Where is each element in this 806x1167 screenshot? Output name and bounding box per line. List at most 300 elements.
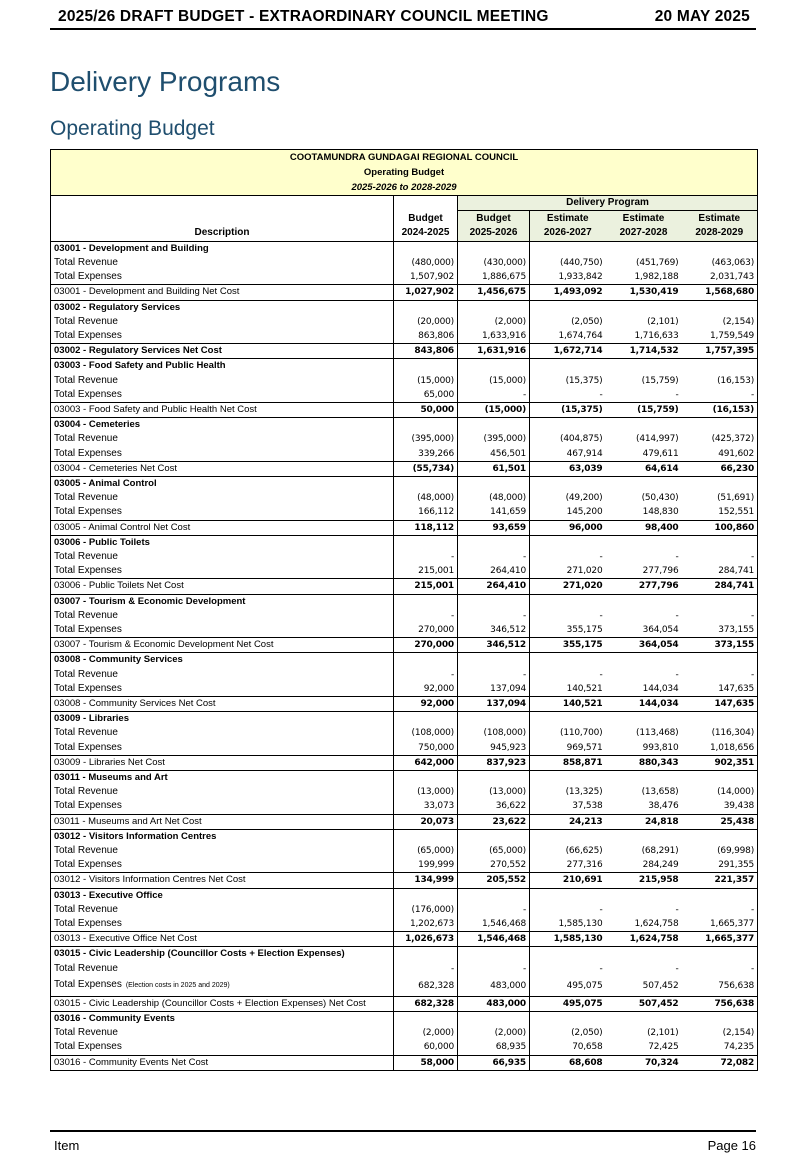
value-cell: (463,063)	[682, 256, 758, 270]
column-header-row	[51, 211, 758, 242]
value-cell: 74,235	[682, 1040, 758, 1055]
row-label-text: Total Revenue	[54, 903, 118, 915]
row-label	[51, 432, 394, 446]
row-label	[51, 638, 394, 653]
value-cell: 1,456,675	[458, 285, 530, 300]
net-cost-row	[51, 579, 758, 594]
value-cell: 271,020	[530, 579, 606, 594]
value-cell: 33,073	[394, 799, 458, 814]
value-cell: -	[394, 550, 458, 564]
value-cell: 134,999	[394, 873, 458, 888]
value-cell: 25,438	[682, 814, 758, 829]
row-label	[51, 447, 394, 462]
value-cell: (395,000)	[458, 432, 530, 446]
net-cost-row	[51, 1055, 758, 1070]
value-cell: -	[675, 610, 679, 621]
value-cell: (395,000)	[394, 432, 458, 446]
value-cell: (176,000)	[394, 903, 458, 917]
value-cell: (13,000)	[458, 785, 530, 799]
section-title: 03015 - Civic Leadership (Councillor Costs + Election Expenses)	[51, 947, 394, 962]
row-label-text: 03013 - Executive Office Net Cost	[54, 933, 197, 945]
value-cell: -	[458, 609, 530, 623]
value-cell: 65,000	[394, 388, 458, 403]
header-date: 20 MAY 2025	[654, 8, 750, 25]
page-subtitle: Operating Budget	[50, 117, 215, 140]
value-cell: 141,659	[458, 505, 530, 520]
table-row	[51, 903, 758, 917]
section-header-row	[51, 241, 758, 256]
table-row	[51, 682, 758, 697]
row-label-text: 03009 - Libraries Net Cost	[54, 756, 165, 768]
value-cell: (13,658)	[641, 787, 679, 798]
value-cell: (2,154)	[682, 1026, 758, 1040]
row-label-text: Total Revenue	[54, 315, 118, 327]
col-budget-2024: Budget 2024-2025	[394, 211, 458, 242]
value-cell: 1,672,714	[530, 344, 606, 359]
table-row	[51, 505, 758, 520]
row-label-text: Total Expenses	[54, 1041, 122, 1053]
value-cell: (108,000)	[458, 726, 530, 740]
value-cell: (50,430)	[641, 493, 679, 504]
row-label	[51, 1055, 394, 1070]
value-cell: (440,750)	[560, 257, 603, 268]
row-label	[51, 402, 394, 417]
value-cell: (15,759)	[641, 375, 679, 386]
value-cell: 858,871	[530, 755, 606, 770]
value-cell: 467,914	[566, 448, 603, 459]
row-label	[51, 270, 394, 285]
value-cell: 364,054	[642, 624, 679, 635]
value-cell: 1,933,842	[558, 272, 603, 283]
value-cell: 147,635	[682, 696, 758, 711]
net-cost-row	[51, 814, 758, 829]
value-cell: 64,614	[606, 461, 682, 476]
row-label-text: Total Revenue	[54, 786, 118, 798]
row-label	[51, 996, 394, 1011]
table-row	[51, 491, 758, 505]
value-cell: 682,328	[394, 976, 458, 997]
value-cell: -	[682, 903, 758, 917]
row-label-text: Total Expenses	[54, 565, 122, 577]
value-cell: 1,665,377	[682, 917, 758, 932]
section-title: 03013 - Executive Office	[51, 888, 394, 903]
value-cell: 37,538	[572, 801, 603, 812]
row-label-text: 03016 - Community Events Net Cost	[54, 1056, 209, 1068]
row-label-text: Total Revenue	[54, 550, 118, 562]
row-label-text: Total Revenue	[54, 962, 118, 974]
row-label	[51, 491, 394, 505]
value-cell: -	[599, 904, 603, 915]
table-row	[51, 741, 758, 756]
row-label-text: Total Expenses	[54, 447, 122, 459]
net-cost-row	[51, 755, 758, 770]
value-cell: (16,153)	[682, 374, 758, 388]
value-cell: 271,020	[566, 566, 603, 577]
row-label	[51, 917, 394, 932]
table-row	[51, 315, 758, 329]
net-cost-row	[51, 932, 758, 947]
col-estimate-2026: Estimate 2026-2027	[530, 211, 606, 242]
table-row	[51, 550, 758, 564]
row-label-text: Total Expenses	[54, 800, 122, 812]
col-estimate-2027: Estimate 2027-2028	[606, 211, 682, 242]
section-header-row	[51, 1012, 758, 1027]
section-title: 03012 - Visitors Information Centres	[51, 829, 394, 844]
value-cell: (55,734)	[394, 461, 458, 476]
section-header-row	[51, 947, 758, 962]
value-cell: 993,810	[642, 742, 679, 753]
value-cell: 148,830	[642, 507, 679, 518]
table-row	[51, 962, 758, 976]
value-cell: -	[682, 550, 758, 564]
value-cell: 346,512	[458, 623, 530, 638]
net-cost-row	[51, 520, 758, 535]
value-cell: (113,468)	[636, 728, 679, 739]
value-cell: 145,200	[566, 507, 603, 518]
row-label	[51, 726, 394, 740]
value-cell: -	[682, 962, 758, 976]
value-cell: -	[599, 389, 603, 400]
value-cell: 70,324	[606, 1055, 682, 1070]
section-title: 03006 - Public Toilets	[51, 535, 394, 550]
page-header	[50, 6, 756, 30]
value-cell: (15,375)	[530, 402, 606, 417]
value-cell: 355,175	[530, 638, 606, 653]
value-cell: (48,000)	[458, 491, 530, 505]
value-cell: -	[682, 668, 758, 682]
value-cell: 36,622	[458, 799, 530, 814]
row-label	[51, 623, 394, 638]
row-label-text: Total Expenses	[54, 329, 122, 341]
value-cell: 140,521	[566, 683, 603, 694]
row-label	[51, 844, 394, 858]
page-footer	[50, 1130, 756, 1153]
section-title: 03016 - Community Events	[51, 1012, 394, 1027]
value-cell: 507,452	[606, 996, 682, 1011]
row-label-text: 03007 - Tourism & Economic Development Net Cost	[54, 639, 274, 651]
value-cell: 1,624,758	[634, 919, 679, 930]
value-cell: (15,375)	[565, 375, 603, 386]
table-row	[51, 256, 758, 270]
row-label-text: Total Expenses	[54, 918, 122, 930]
table-row	[51, 917, 758, 932]
table-row	[51, 1040, 758, 1055]
row-note: (Election costs in 2025 and 2029)	[125, 982, 230, 990]
row-label-text: Total Expenses	[54, 623, 122, 635]
value-cell: 339,266	[394, 447, 458, 462]
value-cell: 20,073	[394, 814, 458, 829]
value-cell: 24,818	[606, 814, 682, 829]
value-cell: 1,585,130	[558, 919, 603, 930]
value-cell: 1,546,468	[458, 917, 530, 932]
value-cell: 205,552	[458, 873, 530, 888]
row-label-text: Total Revenue	[54, 374, 118, 386]
value-cell: 837,923	[458, 755, 530, 770]
col-description: Description	[51, 211, 394, 242]
row-label-text: Total Expenses	[54, 388, 122, 400]
row-label	[51, 256, 394, 270]
value-cell: (51,691)	[682, 491, 758, 505]
row-label-text: Total Revenue	[54, 433, 118, 445]
value-cell: 1,568,680	[682, 285, 758, 300]
net-cost-row	[51, 285, 758, 300]
value-cell: 1,585,130	[530, 932, 606, 947]
row-label-text: Total Revenue	[54, 1027, 118, 1039]
value-cell: (15,000)	[394, 374, 458, 388]
value-cell: 364,054	[606, 638, 682, 653]
value-cell: (65,000)	[394, 844, 458, 858]
value-cell: -	[675, 963, 679, 974]
value-cell: 483,000	[458, 996, 530, 1011]
value-cell: -	[458, 550, 530, 564]
row-label	[51, 550, 394, 564]
value-cell: (2,050)	[571, 1028, 603, 1039]
net-cost-row	[51, 402, 758, 417]
value-cell: 63,039	[530, 461, 606, 476]
value-cell: 284,741	[682, 564, 758, 579]
value-cell: 152,551	[682, 505, 758, 520]
value-cell: 264,410	[458, 564, 530, 579]
value-cell: 2,031,743	[682, 270, 758, 285]
row-label	[51, 903, 394, 917]
table-row	[51, 976, 758, 997]
value-cell: 215,001	[394, 564, 458, 579]
value-cell: (20,000)	[394, 315, 458, 329]
row-label-text: Total Expenses	[54, 682, 122, 694]
value-cell: 221,357	[682, 873, 758, 888]
row-label-text: 03003 - Food Safety and Public Health Net Cost	[54, 403, 257, 415]
delivery-program-header: Delivery Program	[458, 196, 758, 211]
row-label	[51, 520, 394, 535]
value-cell: 1,886,675	[458, 270, 530, 285]
value-cell: 902,351	[682, 755, 758, 770]
value-cell: 72,082	[682, 1055, 758, 1070]
row-label-text: Total Expenses	[54, 859, 122, 871]
row-label	[51, 505, 394, 520]
value-cell: 39,438	[682, 799, 758, 814]
value-cell: 264,410	[458, 579, 530, 594]
value-cell: 1,982,188	[634, 272, 679, 283]
row-label-text: Total Revenue	[54, 727, 118, 739]
row-label	[51, 609, 394, 623]
value-cell: 68,935	[458, 1040, 530, 1055]
value-cell: 750,000	[394, 741, 458, 756]
value-cell: 166,112	[394, 505, 458, 520]
value-cell: 373,155	[682, 638, 758, 653]
section-title: 03007 - Tourism & Economic Development	[51, 594, 394, 609]
row-label	[51, 329, 394, 344]
value-cell: 93,659	[458, 520, 530, 535]
row-label	[51, 814, 394, 829]
value-cell: -	[675, 904, 679, 915]
table-row	[51, 270, 758, 285]
row-label	[51, 1026, 394, 1040]
value-cell: 284,249	[642, 860, 679, 871]
table-row	[51, 668, 758, 682]
value-cell: 1,674,764	[558, 330, 603, 341]
table-row	[51, 432, 758, 446]
value-cell: -	[394, 609, 458, 623]
section-title: 03008 - Community Services	[51, 653, 394, 668]
section-title: 03011 - Museums and Art	[51, 771, 394, 786]
table-row	[51, 447, 758, 462]
section-header-row	[51, 535, 758, 550]
value-cell: (2,000)	[458, 315, 530, 329]
value-cell: -	[458, 668, 530, 682]
value-cell: 66,935	[458, 1055, 530, 1070]
value-cell: 495,075	[530, 996, 606, 1011]
row-label	[51, 315, 394, 329]
row-label	[51, 285, 394, 300]
row-label-text: Total Revenue	[54, 256, 118, 268]
value-cell: 118,112	[394, 520, 458, 535]
value-cell: (65,000)	[458, 844, 530, 858]
section-title: 03002 - Regulatory Services	[51, 300, 394, 315]
footer-page-number: Page 16	[707, 1138, 756, 1153]
section-title: 03004 - Cemeteries	[51, 418, 394, 433]
net-cost-row	[51, 344, 758, 359]
value-cell: 284,741	[682, 579, 758, 594]
table-row	[51, 623, 758, 638]
value-cell: (414,997)	[636, 434, 679, 445]
row-label	[51, 741, 394, 756]
value-cell: -	[682, 388, 758, 403]
row-label-text: 03001 - Development and Building Net Cost	[54, 286, 240, 298]
table-row	[51, 726, 758, 740]
row-label-text: 03004 - Cemeteries Net Cost	[54, 462, 178, 474]
value-cell: -	[675, 389, 679, 400]
value-cell: 507,452	[642, 980, 679, 991]
table-title-row	[51, 150, 758, 196]
row-label	[51, 374, 394, 388]
section-header-row	[51, 418, 758, 433]
page-title: Delivery Programs	[50, 66, 281, 97]
value-cell: (13,000)	[394, 785, 458, 799]
value-cell: 147,635	[682, 682, 758, 697]
col-estimate-2028: Estimate 2028-2029	[682, 211, 758, 242]
row-label	[51, 1040, 394, 1055]
row-label	[51, 799, 394, 814]
value-cell: (69,998)	[682, 844, 758, 858]
row-label-text: Total Expenses	[54, 506, 122, 518]
net-cost-row	[51, 873, 758, 888]
value-cell: (2,101)	[647, 1028, 679, 1039]
value-cell: 61,501	[458, 461, 530, 476]
value-cell: 483,000	[458, 976, 530, 997]
header-title: 2025/26 DRAFT BUDGET - EXTRAORDINARY COUNCIL MEETING	[58, 8, 549, 25]
row-label	[51, 388, 394, 403]
value-cell: 38,476	[648, 801, 679, 812]
value-cell: -	[599, 669, 603, 680]
value-cell: -	[458, 962, 530, 976]
value-cell: (13,325)	[565, 787, 603, 798]
value-cell: (15,759)	[606, 402, 682, 417]
section-header-row	[51, 888, 758, 903]
table-title-line2: Operating Budget	[363, 167, 445, 178]
value-cell: 144,034	[642, 683, 679, 694]
value-cell: 880,343	[606, 755, 682, 770]
value-cell: 456,501	[458, 447, 530, 462]
row-label-text: Total Revenue	[54, 609, 118, 621]
row-label-text: 03008 - Community Services Net Cost	[54, 697, 216, 709]
row-label	[51, 785, 394, 799]
value-cell: 23,622	[458, 814, 530, 829]
net-cost-row	[51, 996, 758, 1011]
value-cell: (2,000)	[394, 1026, 458, 1040]
value-cell: 945,923	[458, 741, 530, 756]
value-cell: 1,665,377	[682, 932, 758, 947]
row-label-text: Total Expenses	[54, 271, 122, 283]
value-cell: 291,355	[682, 858, 758, 873]
value-cell: 1,026,673	[394, 932, 458, 947]
row-label	[51, 461, 394, 476]
value-cell: (16,153)	[682, 402, 758, 417]
value-cell: (404,875)	[560, 434, 603, 445]
row-label	[51, 976, 394, 997]
table-row	[51, 388, 758, 403]
section-header-row	[51, 300, 758, 315]
value-cell: 68,608	[530, 1055, 606, 1070]
value-cell: 969,571	[566, 742, 603, 753]
net-cost-row	[51, 696, 758, 711]
value-cell: (480,000)	[394, 256, 458, 270]
value-cell: 1,716,633	[634, 330, 679, 341]
value-cell: -	[675, 551, 679, 562]
value-cell: -	[458, 388, 530, 403]
row-label-text: Total Expenses	[54, 979, 122, 991]
value-cell: 682,328	[394, 996, 458, 1011]
value-cell: (108,000)	[394, 726, 458, 740]
value-cell: 756,638	[682, 976, 758, 997]
value-cell: 100,860	[682, 520, 758, 535]
row-label-text: 03005 - Animal Control Net Cost	[54, 521, 191, 533]
value-cell: 495,075	[566, 980, 603, 991]
value-cell: 140,521	[530, 696, 606, 711]
row-label	[51, 344, 394, 359]
section-title: 03005 - Animal Control	[51, 476, 394, 491]
value-cell: (2,050)	[571, 316, 603, 327]
row-label	[51, 668, 394, 682]
value-cell: (68,291)	[641, 846, 679, 857]
value-cell: 346,512	[458, 638, 530, 653]
value-cell: (14,000)	[682, 785, 758, 799]
value-cell: -	[394, 962, 458, 976]
section-header-row	[51, 829, 758, 844]
value-cell: 355,175	[566, 624, 603, 635]
value-cell: 373,155	[682, 623, 758, 638]
value-cell: 1,631,916	[458, 344, 530, 359]
value-cell: 96,000	[530, 520, 606, 535]
group-header-row	[51, 196, 758, 211]
value-cell: 1,018,656	[682, 741, 758, 756]
value-cell: 1,757,395	[682, 344, 758, 359]
value-cell: -	[599, 963, 603, 974]
value-cell: (15,000)	[458, 402, 530, 417]
row-label-text: Total Revenue	[54, 668, 118, 680]
value-cell: 215,001	[394, 579, 458, 594]
value-cell: 1,530,419	[606, 285, 682, 300]
row-label	[51, 755, 394, 770]
net-cost-row	[51, 461, 758, 476]
section-header-row	[51, 359, 758, 374]
value-cell: 1,546,468	[458, 932, 530, 947]
value-cell: (49,200)	[565, 493, 603, 504]
value-cell: 60,000	[394, 1040, 458, 1055]
table-period: 2025-2026 to 2028-2029	[351, 182, 457, 193]
value-cell: 1,202,673	[394, 917, 458, 932]
value-cell: 144,034	[606, 696, 682, 711]
value-cell: 98,400	[606, 520, 682, 535]
